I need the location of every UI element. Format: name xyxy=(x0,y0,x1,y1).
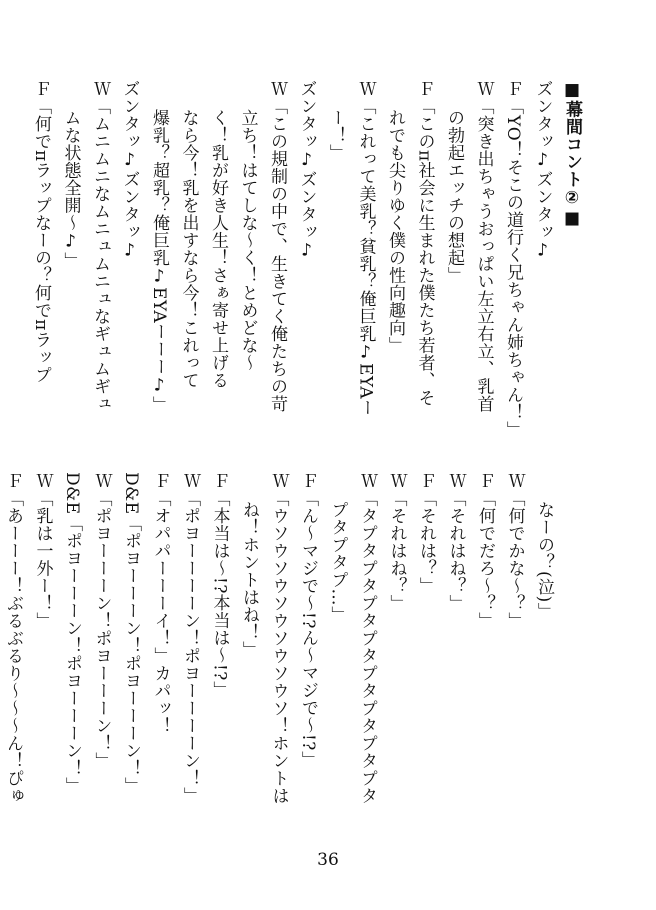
script-line xyxy=(380,80,410,450)
script-line xyxy=(204,472,234,842)
line-text: 「あーーー！ぶるぶるり〜〜〜ん！ぴゅ xyxy=(3,489,23,805)
script-line xyxy=(85,80,115,450)
line-text: く！乳が好き人生！さぁ寄せ上げる xyxy=(208,108,228,389)
speaker-label: Ｆ xyxy=(3,472,23,490)
script-line xyxy=(232,80,262,450)
script-line xyxy=(291,80,321,450)
line-text: なーの？(泣)」 xyxy=(534,500,554,621)
script-line xyxy=(0,472,27,842)
script-line xyxy=(173,80,203,450)
line-text: 「ん〜マジで〜!?ん〜マジで〜!?」 xyxy=(298,489,318,769)
line-text: 「何でπラップなーの？何でπラップ xyxy=(31,97,51,384)
upper-text-block xyxy=(26,80,587,450)
speaker-label: D&E xyxy=(62,472,82,515)
speaker-label: Ｆ xyxy=(503,80,523,98)
speaker-label: D&E xyxy=(121,472,141,515)
speaker-label: Ｆ xyxy=(209,472,230,490)
script-line xyxy=(529,472,559,842)
script-line xyxy=(116,472,146,842)
line-text: 「YO！そこの道行く兄ちゃん姉ちゃん！」 xyxy=(503,97,523,439)
script-line xyxy=(26,80,56,450)
script-line xyxy=(322,472,352,842)
line-text: 「ウソウソウソウソウソウソ！ホントは xyxy=(268,489,289,805)
script-line xyxy=(57,472,87,842)
line-text: 「それはね？」 xyxy=(445,489,466,612)
speaker-label: Ｗ xyxy=(32,472,53,490)
script-line xyxy=(527,80,557,450)
script-line xyxy=(144,80,174,450)
line-text: 「乳は一外ー！」 xyxy=(32,489,53,630)
speaker-label: Ｆ xyxy=(475,472,495,490)
script-line xyxy=(86,472,116,842)
page-number: 36 xyxy=(317,850,339,870)
line-text: ズンタッ♪ズンタッ♪ xyxy=(296,80,317,261)
line-text: 「それはね？」 xyxy=(386,489,407,612)
lower-text-block xyxy=(0,472,558,842)
line-text: 「このπ社会に生まれた僕たち若者、そ xyxy=(414,97,435,407)
script-line xyxy=(499,472,529,842)
lower-lines xyxy=(0,472,558,842)
line-text: 「ポヨーーーン！ポヨーーーン！」 xyxy=(91,489,112,770)
speaker-label: Ｗ xyxy=(445,472,466,490)
speaker-label: Ｗ xyxy=(90,80,110,98)
script-line xyxy=(145,472,175,842)
line-text: ー！」 xyxy=(326,108,346,162)
script-line xyxy=(352,472,382,842)
speaker-label: Ｗ xyxy=(355,80,376,98)
line-text: 「ポヨーーーン！ポヨーーーン！」 xyxy=(121,514,141,795)
line-text: 「何でだろ〜？」 xyxy=(475,489,495,630)
line-text: 「この規制の中で、生きてく俺たちの苛 xyxy=(267,97,287,413)
script-line xyxy=(381,472,411,842)
script-line xyxy=(293,472,323,842)
script-line xyxy=(234,472,264,842)
line-text: 「タプタプタプタプタプタプタプタプタ xyxy=(357,489,377,805)
speaker-label: Ｆ xyxy=(150,472,171,490)
speaker-label: Ｗ xyxy=(386,472,407,490)
script-line xyxy=(263,472,293,842)
line-text: 「ポヨーーーン！ポヨーーーン！」 xyxy=(62,514,82,795)
speaker-label: Ｆ xyxy=(416,472,436,490)
speaker-label: Ｗ xyxy=(473,80,494,98)
line-text: 「何でかな〜？」 xyxy=(504,489,525,630)
line-text: の勃起エッチの想起」 xyxy=(444,108,464,284)
line-text: なら今！乳を出すなら今！これって xyxy=(178,108,199,389)
speaker-label: Ｗ xyxy=(268,472,289,490)
section-title: ■幕間コント②■ xyxy=(562,80,582,229)
speaker-label: Ｗ xyxy=(357,472,377,490)
line-text: 「オパパーーーイ！」カパッ！ xyxy=(150,489,171,735)
line-text: ムな状態全開〜♪」 xyxy=(60,108,81,270)
speaker-label: Ｗ xyxy=(504,472,525,490)
line-text: 「ポヨーーーーン！ポヨーーーーン！」 xyxy=(180,489,200,805)
script-line xyxy=(55,80,85,450)
script-line xyxy=(27,472,57,842)
line-text: 「これって美乳？貧乳？俺巨乳♪EYAー xyxy=(355,97,376,417)
speaker-label: Ｗ xyxy=(91,472,112,490)
line-text: ズンタッ♪ズンタッ♪ xyxy=(532,80,553,261)
script-line xyxy=(470,472,500,842)
speaker-label: Ｗ xyxy=(180,472,200,490)
upper-lines xyxy=(26,80,587,450)
script-line xyxy=(468,80,498,450)
script-line xyxy=(411,472,441,842)
line-text: 爆乳？超乳？俺巨乳♪EYAーーー♪」 xyxy=(149,108,169,414)
script-line xyxy=(175,472,205,842)
line-text: 「ムニムニなムニュムニュなギュムギュ xyxy=(90,97,110,413)
script-line xyxy=(203,80,233,450)
speaker-label: Ｆ xyxy=(414,80,435,98)
line-text: 立ち！はてしな〜く！とめどな〜 xyxy=(237,108,258,372)
script-line xyxy=(114,80,144,450)
line-text: れでも尖りゆく僕の性向趣向」 xyxy=(385,108,405,354)
script-line xyxy=(498,80,528,450)
script-line xyxy=(409,80,439,450)
line-text: ね！ホントはね！」 xyxy=(239,500,259,659)
script-line xyxy=(350,80,380,450)
script-line xyxy=(321,80,351,450)
script-line xyxy=(262,80,292,450)
speaker-label: Ｆ xyxy=(31,80,51,98)
line-text: プタプタプ…」 xyxy=(327,500,348,624)
speaker-label: Ｆ xyxy=(298,472,318,490)
speaker-label: Ｗ xyxy=(267,80,287,98)
line-text: 「突き出ちゃうおっぱい左立右立、乳首 xyxy=(473,97,494,413)
script-line xyxy=(439,80,469,450)
line-text: 「それは？」 xyxy=(416,489,436,595)
line-text: ズンタッ♪ズンタッ♪ xyxy=(119,80,140,261)
line-text: 「本当は〜!?本当は〜!?」 xyxy=(209,489,230,699)
script-line xyxy=(440,472,470,842)
